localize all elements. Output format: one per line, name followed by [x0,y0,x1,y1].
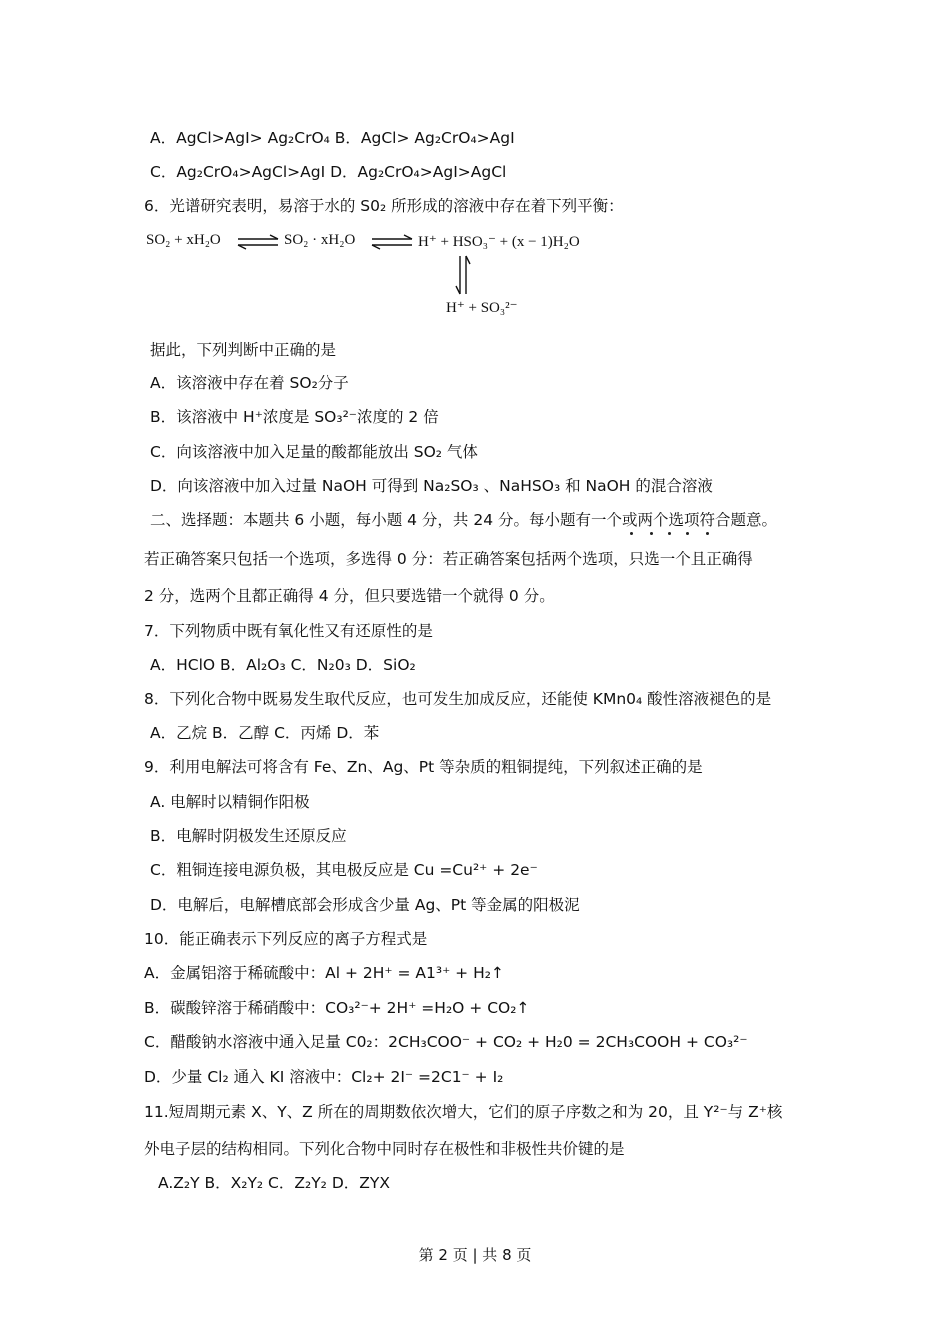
section-instructions: 若正确答案只包括一个选项，多选得 0 分：若正确答案包括两个选项，只选一个且正确得 [144,550,753,568]
option-line: D．向该溶液中加入过量 NaOH 可得到 Na₂SO₃ 、NaHSO₃ 和 NaOH 的混合溶液 [150,477,713,495]
section-heading: 二、选择题：本题共 6 小题，每小题 4 分，共 24 分。每小题有一个或两个选项符合题意。 [150,511,778,529]
equation-ions: H⁺ + HSO₃⁻ + (x − 1)H₂O [418,234,580,250]
option-line: A．HClO B．Al₂O₃ C．N₂0₃ D．SiO₂ [150,656,416,674]
question-line: 8．下列化合物中既易发生取代反应，也可发生加成反应，还能使 KMn0₄ 酸性溶液褪色的是 [144,690,772,708]
option-line: A. 电解时以精铜作阳极 [150,793,310,811]
equation-reactant: SO₂ + xH₂O [146,232,221,248]
question-line: 据此，下列判断中正确的是 [150,341,337,359]
equilibrium-arrow-icon [370,234,414,250]
question-line: 外电子层的结构相同。下列化合物中同时存在极性和非极性共价键的是 [144,1140,625,1158]
equilibrium-arrow-icon [236,234,280,250]
question-line: 10．能正确表示下列反应的离子方程式是 [144,930,428,948]
option-line: A．该溶液中存在着 SO₂分子 [150,374,349,392]
vertical-equilibrium-arrow-icon [455,254,471,296]
section-instructions: 2 分，选两个且都正确得 4 分，但只要选错一个就得 0 分。 [144,587,555,605]
question-line: 11.短周期元素 X、Y、Z 所在的周期数依次增大，它们的原子序数之和为 20，且 Y²⁻与 Z⁺核 [144,1103,783,1121]
option-line: A．金属铝溶于稀硫酸中：Al + 2H⁺ = A1³⁺ + H₂↑ [144,964,504,982]
question-line: 9．利用电解法可将含有 Fe、Zn、Ag、Pt 等杂质的粗铜提纯，下列叙述正确的是 [144,758,703,776]
option-line: D．少量 Cl₂ 通入 KI 溶液中：Cl₂+ 2I⁻ =2C1⁻ + I₂ [144,1068,504,1086]
option-line: B．碳酸锌溶于稀硝酸中：CO₃²⁻+ 2H⁺ =H₂O + CO₂↑ [144,999,530,1017]
option-line: A．乙烷 B．乙醇 C．丙烯 D．苯 [150,724,380,742]
option-line: C．粗铜连接电源负极，其电极反应是 Cu =Cu²⁺ + 2e⁻ [150,861,538,879]
question-line: C．Ag₂CrO₄>AgCl>AgI D．Ag₂CrO₄>AgI>AgCl [150,163,507,181]
equation-hydrate: SO₂ · xH₂O [284,232,356,248]
option-line: A.Z₂Y B．X₂Y₂ C．Z₂Y₂ D．ZYX [158,1174,390,1192]
option-line: B．电解时阴极发生还原反应 [150,827,347,845]
option-line: C．向该溶液中加入足量的酸都能放出 SO₂ 气体 [150,443,478,461]
option-line: C．醋酸钠水溶液中通入足量 C0₂：2CH₃COO⁻ + CO₂ + H₂0 = 2CH₃COOH + CO₃²⁻ [144,1033,748,1051]
page-footer: 第 2 页 | 共 8 页 [418,1246,532,1264]
equation-sulfite: H⁺ + SO₃²⁻ [446,300,518,316]
option-line: B．该溶液中 H⁺浓度是 SO₃²⁻浓度的 2 倍 [150,408,439,426]
question-line: 7．下列物质中既有氧化性又有还原性的是 [144,622,433,640]
option-line: D．电解后，电解槽底部会形成含少量 Ag、Pt 等金属的阳极泥 [150,896,580,914]
question-line: A．AgCl>AgI> Ag₂CrO₄ B．AgCl> Ag₂CrO₄>AgI [150,129,515,147]
question-line: 6．光谱研究表明，易溶于水的 S0₂ 所形成的溶液中存在着下列平衡： [144,197,624,215]
